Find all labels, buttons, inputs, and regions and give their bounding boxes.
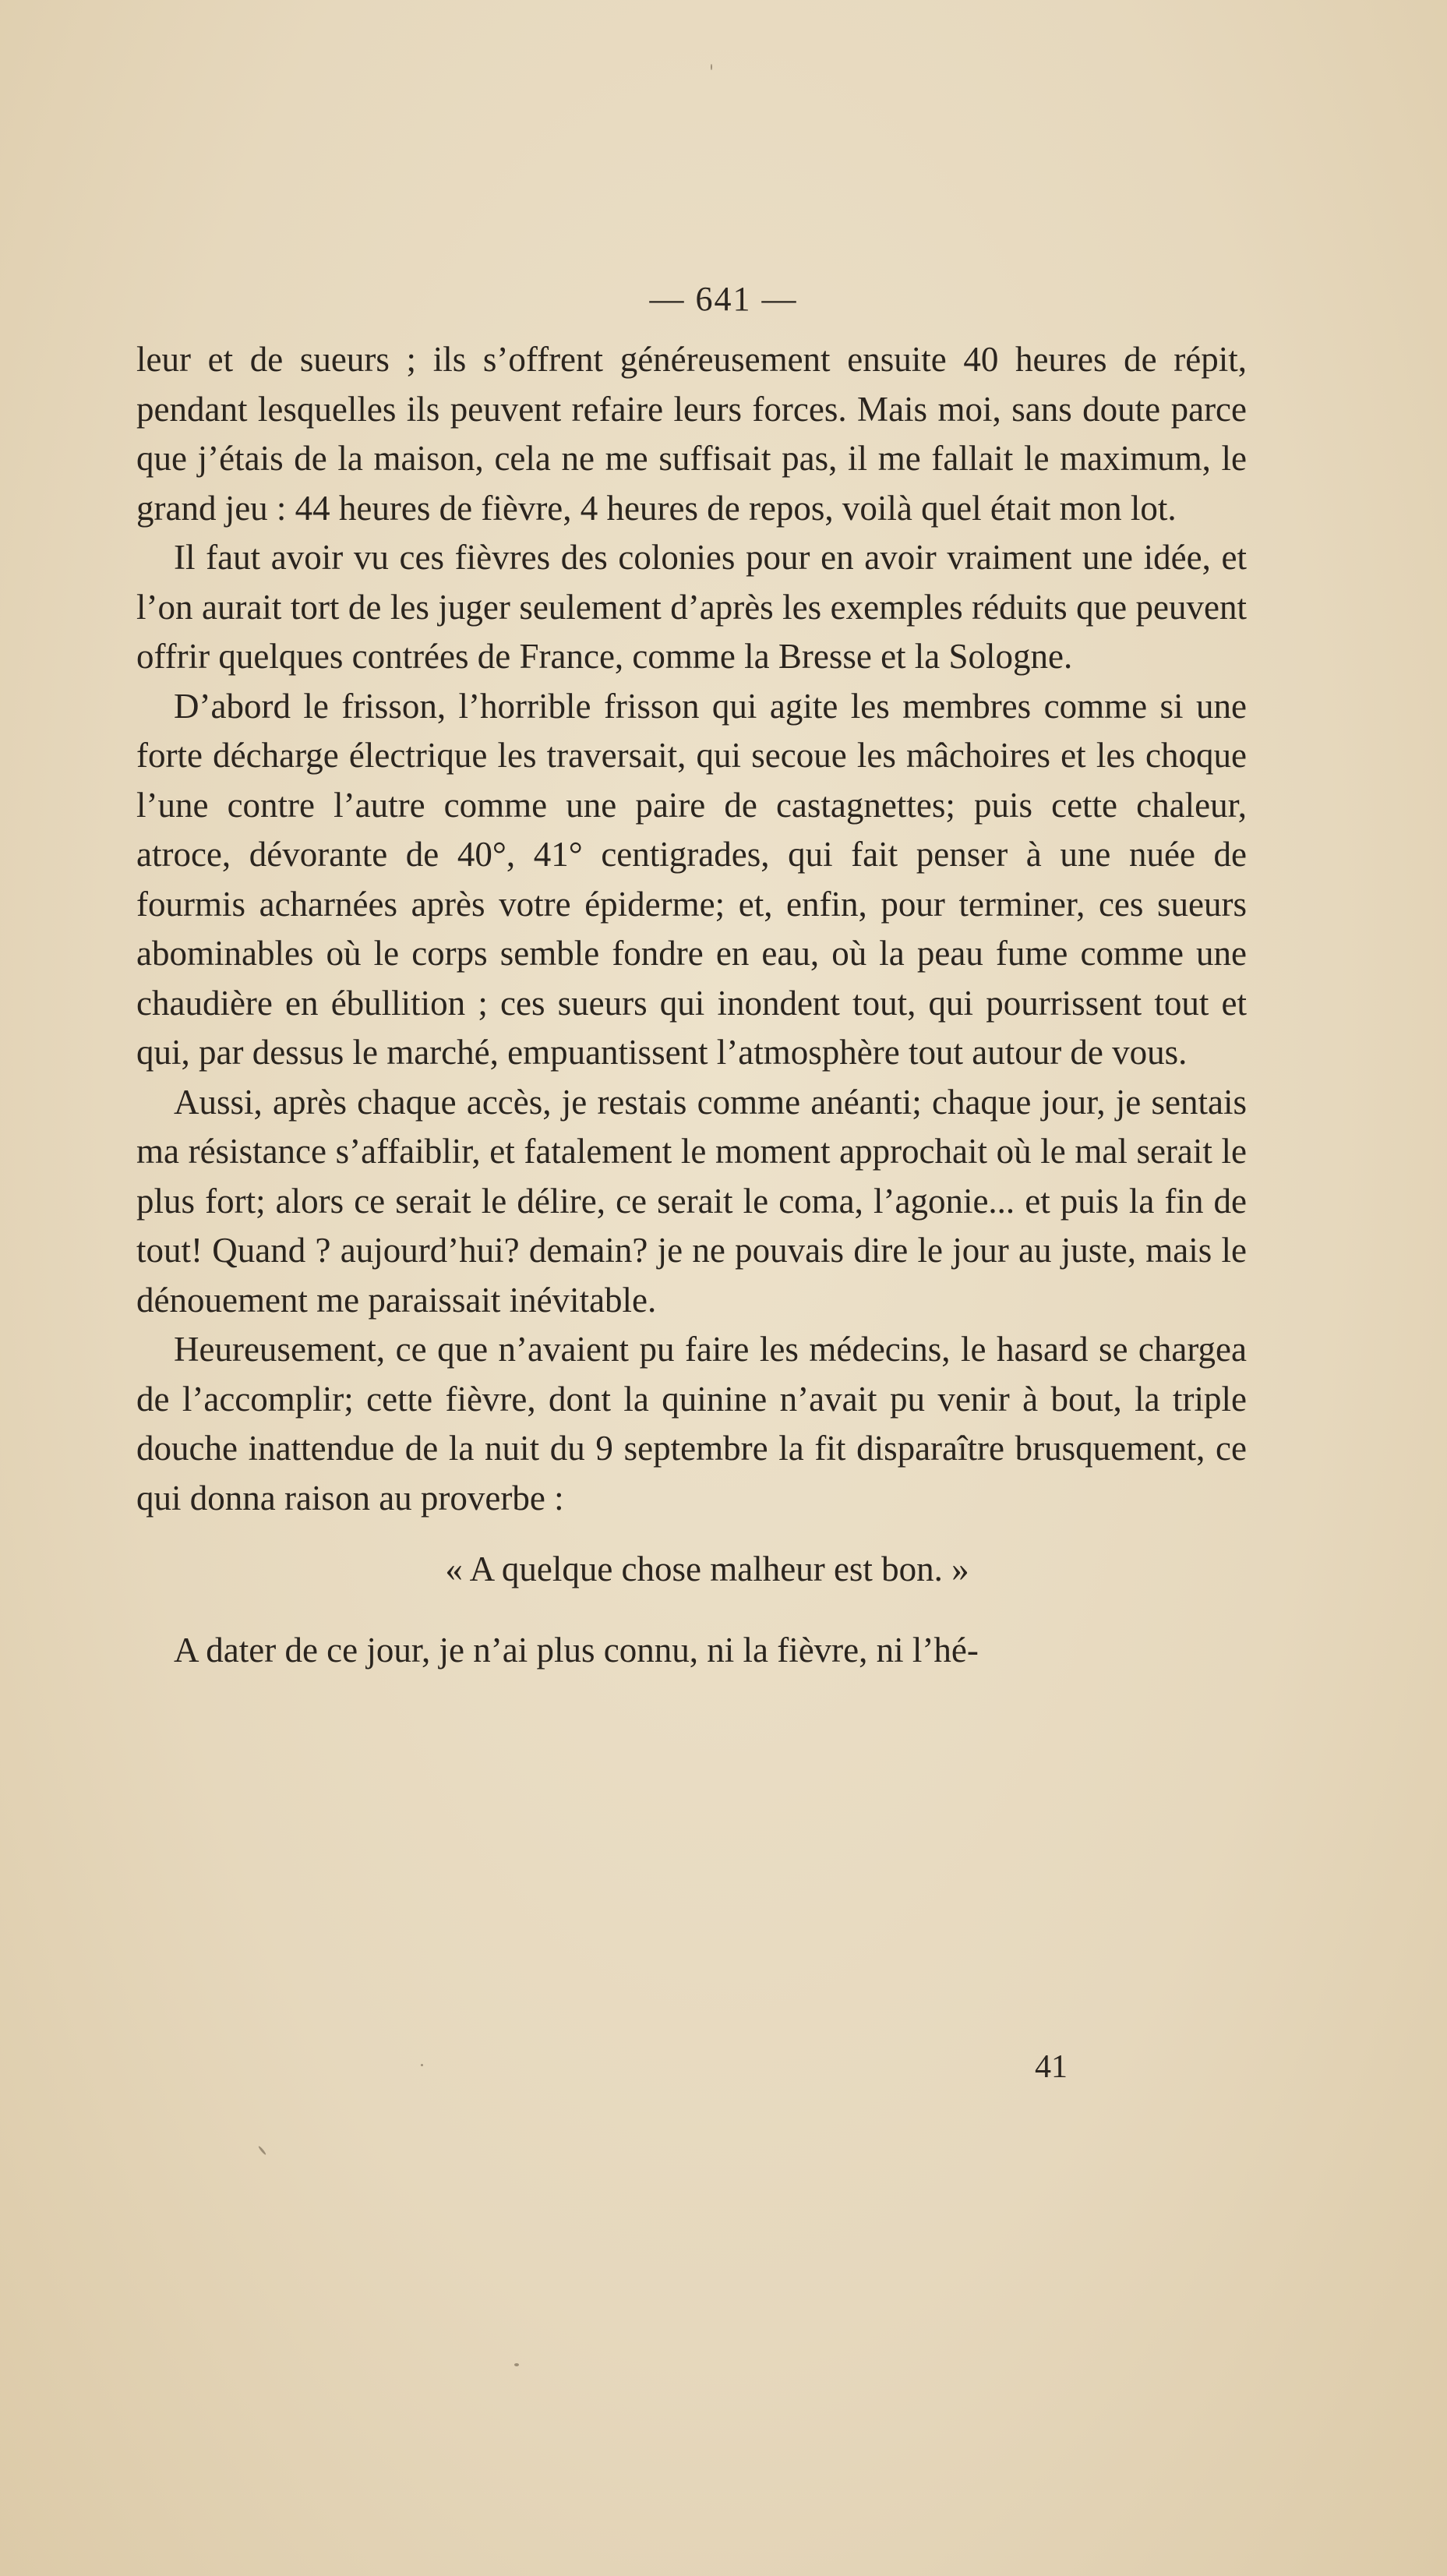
paper-speck [421, 2064, 423, 2066]
body-text [136, 335, 1247, 1675]
paragraph-2: Il faut avoir vu ces fièvres des colonies pour en avoir vraiment une idée, et l’on aurait tort de les juger seulement d’après les exemples réduits que peuvent offrir quelques contrées de France, comme la Bresse et la Sologne. [136, 538, 1247, 676]
paragraph-5: Heureusement, ce que n’avaient pu faire les médecins, le hasard se chargea de l’accomplir; cette fièvre, dont la quinine n’avait pu venir à bout, la triple douche inattendue de la nuit du 9 septembre la fit disparaître brusquement, ce qui donna raison au proverbe : [136, 1330, 1247, 1518]
paragraph-6: A dater de ce jour, je n’ai plus connu, ni la fièvre, ni l’hé- [174, 1630, 979, 1670]
paper-speck [514, 2363, 519, 2366]
paragraph-3: D’abord le frisson, l’horrible frisson qui agite les membres comme si une forte décharge électrique les traversait, qui secoue les mâchoires et les choque l’une contre l’autre comme une paire de castagnettes; puis cette chaleur, atroce, dévorante de 40°, 41° centigrades, qui fait penser à une nuée de fourmis acharnées après votre épiderme; et, enfin, pour terminer, ces sueurs abominables où le corps semble fondre en eau, où la peau fume comme une chaudière en ébullition ; ces sueurs qui inondent tout, qui pourrissent tout et qui, par dessus le marché, empuantissent l’atmosphère tout autour de vous. [136, 686, 1247, 1072]
page-number: — 641 — [649, 280, 798, 318]
paper-speck [258, 2146, 266, 2156]
signature-mark: 41 [1035, 2049, 1068, 2085]
proverb-quote: « A quelque chose malheur est bon. » [445, 1549, 969, 1588]
paragraph-1: leur et de sueurs ; ils s’offrent généreusement ensuite 40 heures de répit, pendant lesquelles ils peuvent refaire leurs forces. Mais moi, sans doute parce que j’étais de la maison, cela ne me suffisait pas, il me fallait le maximum, le grand jeu : 44 heures de fièvre, 4 heures de repos, voilà quel était mon lot. [136, 340, 1247, 528]
paragraph-4: Aussi, après chaque accès, je restais comme anéanti; chaque jour, je sentais ma résistance s’affaiblir, et fatalement le moment approchait où le mal serait le plus fort; alors ce serait le délire, ce serait le coma, l’agonie... et puis la fin de tout! Quand ? aujourd’hui? demain? je ne pouvais dire le jour au juste, mais le dénouement me paraissait inévitable. [136, 1082, 1247, 1320]
paper-speck [711, 64, 712, 70]
